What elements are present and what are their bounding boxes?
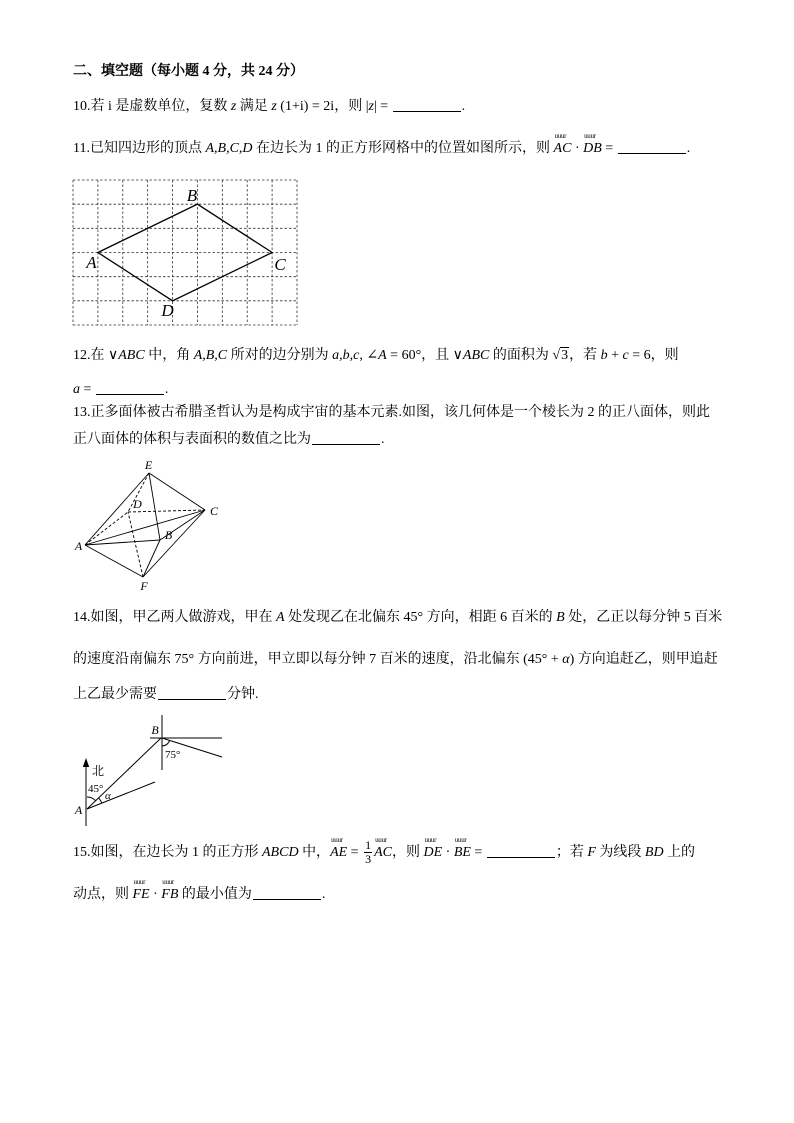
math-italic: F xyxy=(587,845,596,860)
vector-arrow-mark: uuur xyxy=(331,836,343,844)
math-italic: a xyxy=(73,382,80,397)
text-segment: 正八面体的体积与表面积的数值之比为 xyxy=(73,432,311,447)
text-segment: 为线段 xyxy=(595,845,645,860)
math-italic: ABCD xyxy=(262,845,299,860)
text-segment: 方向追赶乙，则甲追赶 xyxy=(574,652,718,667)
text-segment: ，且 xyxy=(421,348,453,363)
point-label-b: B xyxy=(151,723,159,737)
math-text: | = xyxy=(373,99,392,114)
answer-blank xyxy=(487,843,555,858)
math-text: ∨ xyxy=(108,348,119,363)
vector-letters: AE xyxy=(330,845,348,860)
text-segment: 14.如图，甲乙两人做游戏，甲在 xyxy=(73,610,276,625)
fraction xyxy=(364,839,372,866)
math-text: i xyxy=(108,99,112,114)
diagonal-ac xyxy=(85,510,205,545)
text-segment: . xyxy=(321,887,326,902)
math-italic: A,B,C xyxy=(193,348,228,363)
vector-be xyxy=(453,836,471,863)
text-segment: 是虚数单位，复数 xyxy=(111,99,231,114)
angle-arc-alpha xyxy=(99,798,102,803)
vector-arrow-mark: uuur xyxy=(424,836,437,844)
vector-ac xyxy=(553,132,572,159)
vector-ac xyxy=(374,836,392,863)
math-text: = 60° xyxy=(386,348,422,363)
answer-blank xyxy=(618,139,686,154)
answer-blank xyxy=(158,685,226,700)
text-segment: 中， xyxy=(298,845,331,860)
math-text: = xyxy=(80,382,95,397)
vector-letters: FB xyxy=(161,887,179,902)
vector-ae xyxy=(330,836,348,863)
text-segment: . xyxy=(381,432,385,447)
math-text: , ∠ xyxy=(359,348,379,363)
math-text: · xyxy=(571,141,584,156)
text-segment: ，则 xyxy=(334,99,366,114)
angle-arc-75 xyxy=(162,740,170,746)
vector-letters: BE xyxy=(453,845,471,860)
math-text: = 6 xyxy=(628,348,651,363)
text-segment: 15.如图，在边长为 1 的正方形 xyxy=(73,845,262,860)
north-label: 北 xyxy=(92,764,105,778)
text-segment: 中，角 xyxy=(144,348,194,363)
text-segment: 在边长为 1 的正方形网格中的位置如图所示，则 xyxy=(252,141,554,156)
fraction-numerator: 1 xyxy=(365,838,372,853)
vertex-label-d: D xyxy=(133,497,142,511)
edge-fc xyxy=(143,510,205,577)
math-text: = xyxy=(470,845,486,860)
math-italic: A,B,C,D xyxy=(205,141,253,156)
vector-letters: FE xyxy=(132,887,150,902)
text-segment: ，若 xyxy=(569,348,601,363)
question-10-line-1 xyxy=(73,97,465,117)
vertex-label-d: D xyxy=(161,301,174,320)
answer-blank xyxy=(96,380,164,395)
vector-letters: AC xyxy=(374,845,392,860)
vertex-label-b: B xyxy=(186,186,198,205)
text-segment: ，则 xyxy=(650,348,679,363)
vector-fb xyxy=(161,878,179,905)
edge-ab xyxy=(85,540,160,545)
vector-db xyxy=(583,132,602,159)
vertex-label-a: A xyxy=(86,253,97,272)
vector-arrow-mark: uuur xyxy=(454,836,467,844)
edge-fa xyxy=(85,545,143,577)
point-label-a: A xyxy=(74,803,83,817)
question-14-line-2 xyxy=(73,650,718,670)
text-segment: 10.若 xyxy=(73,99,108,114)
text-segment: 处，乙正以每分钟 5 百米 xyxy=(564,610,723,625)
vector-arrow-mark: uuur xyxy=(584,132,596,140)
vertex-label-b: B xyxy=(164,528,173,542)
edge-ec xyxy=(149,473,205,510)
math-italic: ABC xyxy=(462,348,490,363)
fraction-denominator: 3 xyxy=(365,852,372,867)
vector-arrow-mark: uuur xyxy=(554,132,567,140)
math-text: | xyxy=(365,99,369,114)
text-segment: 分钟. xyxy=(227,687,259,702)
question-14-line-3 xyxy=(73,685,259,705)
question-14-line-1 xyxy=(73,608,722,628)
math-text: + xyxy=(607,348,623,363)
vertex-label-a: A xyxy=(74,539,83,553)
vertex-label-e: E xyxy=(144,458,153,472)
question-13-line-1 xyxy=(73,403,710,423)
math-text: (45° + xyxy=(523,652,563,667)
text-segment: 上的 xyxy=(663,845,696,860)
text-segment: 处发现乙在北偏东 45° 方向，相距 6 百米的 xyxy=(284,610,557,625)
text-segment: 动点，则 xyxy=(73,887,133,902)
math-text: = xyxy=(601,141,617,156)
grid-quadrilateral-figure xyxy=(72,179,300,329)
section-title: 二、填空题（每小题 4 分，共 24 分） xyxy=(73,64,304,79)
text-segment: 的面积为 xyxy=(489,348,553,363)
text-segment: 的速度沿南偏东 75° 方向前进，甲立即以每分钟 7 百米的速度，沿北偏东 xyxy=(73,652,524,667)
radicand: 3 xyxy=(561,348,569,363)
math-italic: A xyxy=(378,348,387,363)
vertex-label-c: C xyxy=(274,255,286,274)
vector-de xyxy=(423,836,443,863)
text-segment: . xyxy=(686,141,691,156)
math-italic: a,b,c xyxy=(332,348,360,363)
question-12-line-2 xyxy=(73,380,168,400)
math-text: (1+i) = 2i xyxy=(276,99,335,114)
angle-label-75: 75° xyxy=(165,749,181,761)
direction-figure xyxy=(70,712,230,832)
math-text: · xyxy=(149,887,162,902)
north-arrow-icon xyxy=(83,758,89,767)
math-italic: b xyxy=(600,348,608,363)
square-root xyxy=(552,347,569,363)
math-italic: A xyxy=(276,610,285,625)
text-segment: ；若 xyxy=(555,845,588,860)
math-italic: z xyxy=(230,99,237,114)
text-segment: 的最小值为 xyxy=(178,887,252,902)
math-text: ) xyxy=(569,652,575,667)
edge-eb xyxy=(149,473,160,540)
text-segment: 所对的边分别为 xyxy=(227,348,333,363)
vector-letters: DE xyxy=(423,845,443,860)
vertex-label-f: F xyxy=(140,579,148,593)
math-text: = xyxy=(347,845,363,860)
text-segment: 上乙最少需要 xyxy=(73,687,157,702)
math-italic: z xyxy=(368,99,374,114)
hidden-edge-fd xyxy=(128,512,143,577)
question-15-line-2 xyxy=(73,878,326,905)
vector-letters: AC xyxy=(553,141,572,156)
octahedron-figure xyxy=(70,455,230,595)
text-segment: ，则 xyxy=(391,845,424,860)
math-text: ∨ xyxy=(452,348,463,363)
vector-arrow-mark: uuur xyxy=(375,836,387,844)
text-segment: 11.已知四边形的顶点 xyxy=(73,141,206,156)
vertex-label-c: C xyxy=(209,504,219,518)
vector-arrow-mark: uuur xyxy=(133,878,146,886)
vector-arrow-mark: uuur xyxy=(162,878,174,886)
text-segment: 13.正多面体被古希腊圣哲认为是构成宇宙的基本元素.如图，该几何体是一个棱长为 2 的正八面体，则此 xyxy=(73,405,710,420)
text-segment: 满足 xyxy=(236,99,272,114)
edge-fb xyxy=(143,540,160,577)
vector-fe xyxy=(132,878,150,905)
math-italic: α xyxy=(562,652,570,667)
question-12-line-1 xyxy=(73,346,679,366)
vector-letters: DB xyxy=(583,141,602,156)
answer-blank xyxy=(393,97,461,112)
text-segment: 12.在 xyxy=(73,348,108,363)
question-13-line-2 xyxy=(73,430,385,450)
angle-label-45: 45° xyxy=(88,783,104,795)
text-segment: . xyxy=(461,99,466,114)
angle-label-alpha: α xyxy=(105,790,111,802)
grid-lines xyxy=(73,180,297,325)
text-segment: . xyxy=(164,382,169,397)
answer-blank xyxy=(253,885,321,900)
hidden-edge-ad xyxy=(85,512,128,545)
question-11-line-1 xyxy=(73,132,691,159)
math-italic: z xyxy=(271,99,277,114)
angle-arc-45 xyxy=(87,797,96,801)
math-italic: c xyxy=(622,348,629,363)
math-italic: ABC xyxy=(118,348,145,363)
math-italic: B xyxy=(556,610,565,625)
math-text: · xyxy=(442,845,454,860)
radical-sign: √ xyxy=(552,348,561,363)
math-italic: BD xyxy=(644,845,664,860)
answer-blank xyxy=(312,430,380,445)
question-15-line-1 xyxy=(73,836,696,867)
